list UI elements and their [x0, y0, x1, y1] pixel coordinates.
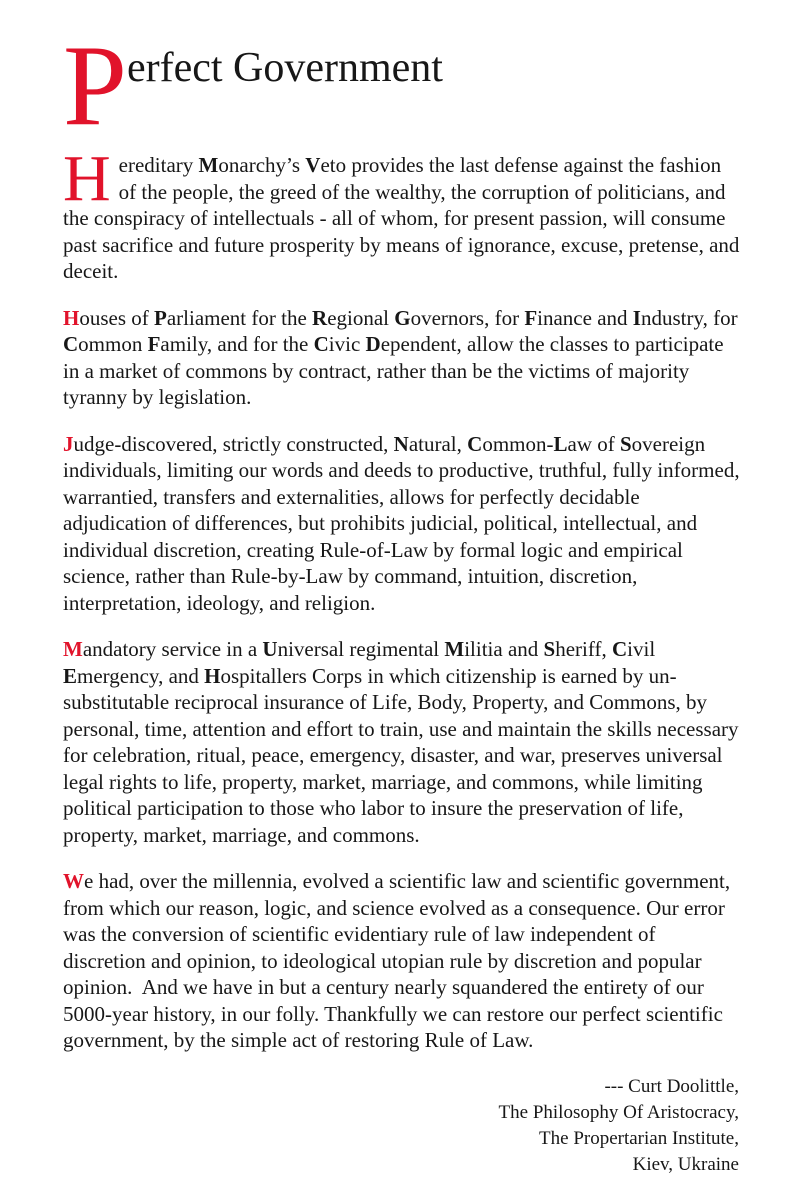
- bold-letter: C: [611, 637, 628, 661]
- bold-letter: I: [632, 305, 641, 330]
- title-text: erfect Government: [126, 45, 443, 91]
- text-run: mergency, and: [77, 663, 205, 688]
- paragraph: [63, 431, 745, 617]
- paragraph: [63, 305, 741, 411]
- text-run: ospitallers Corps in which citizenship is earned by un-substitutable reciprocal insurance of Life, Body, Property, and Commons, by personal, time, attention and effort to train, use and maintain the skills necessary for celebration, ritual, peace, emergency, disaster, and war, preserves universal legal rights to life, property, market, marriage, and commons, while limiting political participation to those who labor to insure the preservation of life, property, market, marriage, and commons.: [63, 663, 744, 847]
- bold-letter: L: [553, 431, 568, 456]
- text-run: ommon: [78, 332, 148, 356]
- text-run: udge-discovered, strictly constructed,: [73, 431, 394, 456]
- text-run: ereditary: [118, 153, 199, 177]
- text-run: inance and: [537, 305, 633, 330]
- bold-letter: H: [204, 663, 221, 688]
- title-dropcap-letter: P: [63, 22, 127, 149]
- bold-letter: E: [63, 663, 78, 688]
- paragraph: [63, 636, 744, 848]
- text-run: onarchy’s: [218, 153, 306, 177]
- document-body: [63, 142, 745, 1054]
- text-run: atural,: [408, 431, 468, 456]
- bold-letter: F: [524, 305, 538, 330]
- bold-letter: G: [394, 305, 411, 330]
- bold-letter: S: [619, 431, 632, 456]
- text-run: ndustry, for: [640, 305, 743, 330]
- bold-letter: M: [444, 637, 465, 661]
- bold-letter: U: [262, 637, 278, 661]
- bold-letter: R: [312, 305, 328, 330]
- text-run: overeign individuals, limiting our words and deeds to productive, truthful, fully informed, warrantied, transfers and externalities, allows for perfectly decidable adjudication of differences, but prohibits judicial, political, intellectual, and individual discretion, creating Rule-of-Law by formal logic and empirical science, rather than Rule-by-Law by command, intuition, discretion, interpretation, ideology, and religion.: [63, 431, 745, 615]
- text-run: aw of: [567, 431, 620, 456]
- lead-letter: H: [63, 305, 80, 330]
- text-run: ilitia and: [464, 637, 544, 661]
- text-run: eto provides the last defense against the fashion of the people, the greed of the wealthy, the corruption of politicians, and the conspiracy of intellectuals - all of whom, for present passion, will consume past sacrifice and future prosperity by means of ignorance, excuse, pretense, and deceit.: [63, 153, 745, 283]
- paragraph: [63, 142, 745, 285]
- signature-line-author: --- Curt Doolittle,: [604, 1075, 739, 1097]
- signature-line-location: Kiev, Ukraine: [632, 1153, 739, 1175]
- bold-letter: D: [365, 332, 381, 356]
- paragraph: [63, 868, 741, 1054]
- text-run: niversal regimental: [277, 637, 445, 661]
- bold-letter: M: [198, 153, 219, 177]
- signature-line-institute: The Propertarian Institute,: [539, 1127, 739, 1149]
- text-run: ouses of: [79, 305, 155, 330]
- text-run: ommon-: [482, 431, 554, 456]
- text-run: ivic: [328, 332, 366, 356]
- bold-letter: P: [154, 305, 167, 330]
- lead-letter: W: [63, 869, 84, 893]
- text-run: ependent, allow the classes to participate in a market of commons by contract, rather than be the victims of majority tyranny by legislation.: [63, 332, 729, 409]
- bold-letter: C: [467, 431, 483, 456]
- bold-letter: V: [305, 153, 321, 177]
- dropcap-letter: H: [63, 142, 111, 215]
- bold-letter: N: [393, 431, 409, 456]
- lead-letter: J: [63, 431, 74, 456]
- bold-letter: C: [63, 332, 79, 356]
- signature-block: [63, 1074, 739, 1178]
- bold-letter: C: [313, 332, 329, 356]
- bold-letter: F: [147, 332, 161, 356]
- lead-letter: M: [63, 637, 83, 661]
- paragraph-list: [63, 142, 745, 1054]
- text-run: e had, over the millennia, evolved a scientific law and scientific government, from which our reason, logic, and science evolved as a consequence. Our error was the conversion of scientific evidentiary rule of law independent of discretion and opinion, to ideological utopian rule by discretion and popular opinion. And we have in but a century nearly squandered the entirety of our 5000-year history, in our folly. Thankfully we can restore our perfect scientific government, by the simple act of restoring Rule of Law.: [63, 869, 736, 1052]
- bold-letter: S: [543, 637, 556, 661]
- text-run: amily, and for the: [160, 332, 314, 356]
- text-run: heriff,: [555, 637, 612, 661]
- page-title: [63, 22, 739, 149]
- text-run: ivil: [627, 637, 661, 661]
- text-run: andatory service in a: [82, 637, 263, 661]
- text-run: overnors, for: [410, 305, 525, 330]
- text-run: arliament for the: [166, 305, 313, 330]
- text-run: egional: [327, 305, 395, 330]
- signature-line-work: The Philosophy Of Aristocracy,: [498, 1101, 739, 1123]
